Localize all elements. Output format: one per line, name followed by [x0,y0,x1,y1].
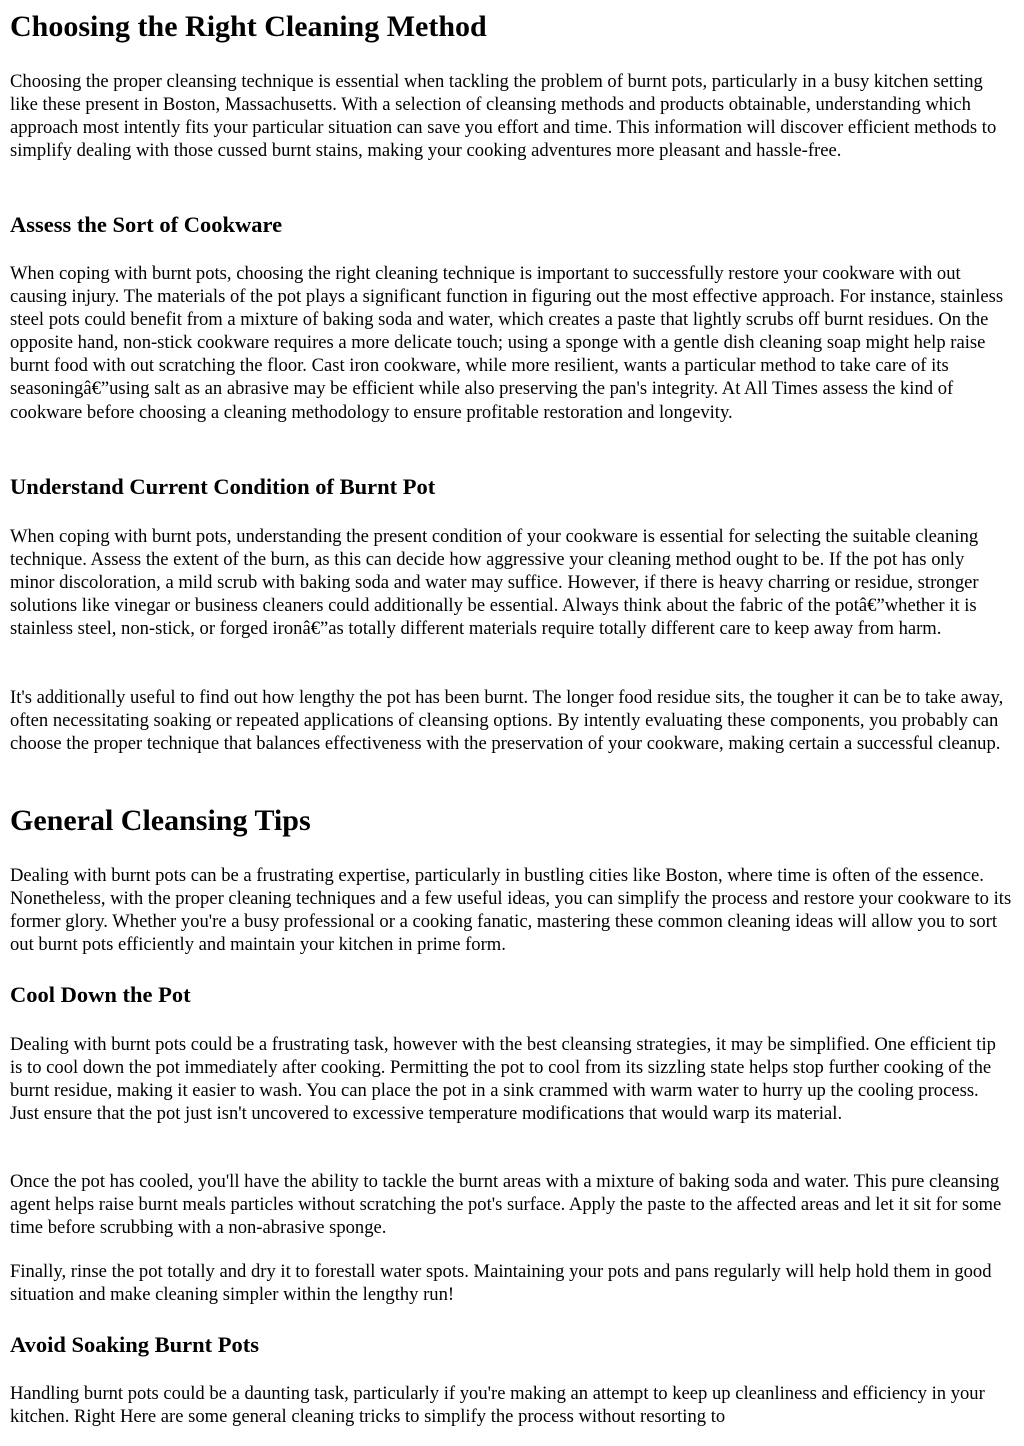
paragraph-cool-down-3: Finally, rinse the pot totally and dry it to forestall water spots. Maintaining your pots and pans regularly will help hold them in good situation and make cleaning simpler within the lengthy run! [10,1261,992,1306]
subheading-cool-down: Cool Down the Pot [10,982,191,1007]
paragraph-cool-down-2: Once the pot has cooled, you'll have the ability to tackle the burnt areas with a mixture of baking soda and water. This pure cleansing agent helps raise burnt meals particles without scratching the pot's surface. Apply the paste to the affected areas and let it sit for some time before scrubbing with a non-abrasive sponge. [10,1171,1002,1239]
paragraph-avoid-soaking: Handling burnt pots could be a daunting task, particularly if you're making an attempt to keep up cleanliness and efficiency in your kitchen. Right Here are some general cleaning tricks to simplify the process without resorting to [10,1383,985,1428]
subheading-assess-cookware: Assess the Sort of Cookware [10,212,283,237]
intro-paragraph-general-tips: Dealing with burnt pots can be a frustrating expertise, particularly in bustling cities like Boston, where time is often of the essence. Nonetheless, with the proper cleaning techniques and a few useful ideas, you can simplify the process and restore your cookware to its former glory. Whether you're a busy professional or a cooking fanatic, mastering these common cleaning ideas will allow you to sort out burnt pots efficiently and maintain your kitchen in prime form. [10,865,1012,956]
paragraph-understand-condition-2: It's additionally useful to find out how lengthy the pot has been burnt. The longer food residue sits, the tougher it can be to take away, often necessitating soaking or repeated applications of cleansing options. By intently evaluating these components, you probably can choose the proper technique that balances effectiveness with the preservation of your cookware, making certain a successful cleanup. [10,687,1004,755]
paragraph-understand-condition-1: When coping with burnt pots, understanding the present condition of your cookware is essential for selecting the suitable cleaning technique. Assess the extent of the burn, as this can decide how aggressive your cleaning method ought to be. If the pot has only minor discoloration, a mild scrub with baking soda and water may suffice. However, if there is heavy charring or residue, stronger solutions like vinegar or business cleaners could additionally be essential. Always think about the fabric of the potâ€”whether it is stainless steel, non-stick, or forged ironâ€”as totally different materials require totally different care to keep away from harm. [10,526,979,640]
section-heading-choosing-method: Choosing the Right Cleaning Method [10,10,487,43]
paragraph-assess-cookware: When coping with burnt pots, choosing the right cleaning technique is important to successfully restore your cookware with out causing injury. The materials of the pot plays a significant function in figuring out the most effective approach. For instance, stainless steel pots could benefit from a mixture of baking soda and water, which creates a paste that lightly scrubs off burnt residues. On the opposite hand, non-stick cookware requires a more delicate touch; using a sponge with a gentle dish cleaning soap might help raise burnt food with out scratching the floor. Cast iron cookware, while more resilient, wants a particular method to take care of its seasoningâ€”using salt as an abrasive may be efficient while also preserving the pan's integrity. At All Times assess the kind of cookware before choosing a cleaning methodology to ensure profitable restoration and longevity. [10,263,1004,423]
paragraph-cool-down-1: Dealing with burnt pots could be a frustrating task, however with the best cleansing strategies, it may be simplified. One efficient tip is to cool down the pot immediately after cooking. Permitting the pot to cool from its sizzling state helps stop further cooking of the burnt residue, making it easier to wash. You can place the pot in a sink crammed with warm water to hurry up the cooling process. Just ensure that the pot just isn't uncovered to excessive temperature modifications that would warp its material. [10,1034,996,1125]
section-heading-general-tips: General Cleansing Tips [10,804,311,837]
subheading-understand-condition: Understand Current Condition of Burnt Pot [10,474,436,499]
intro-paragraph-choosing-method: Choosing the proper cleansing technique is essential when tackling the problem of burnt pots, particularly in a busy kitchen setting like these present in Boston, Massachusetts. With a selection of cleansing methods and products obtainable, understanding which approach most intently fits your particular situation can save you effort and time. This information will discover efficient methods to simplify dealing with those cussed burnt stains, making your cooking adventures more pleasant and hassle-free. [10,71,997,162]
subheading-avoid-soaking: Avoid Soaking Burnt Pots [10,1332,260,1357]
